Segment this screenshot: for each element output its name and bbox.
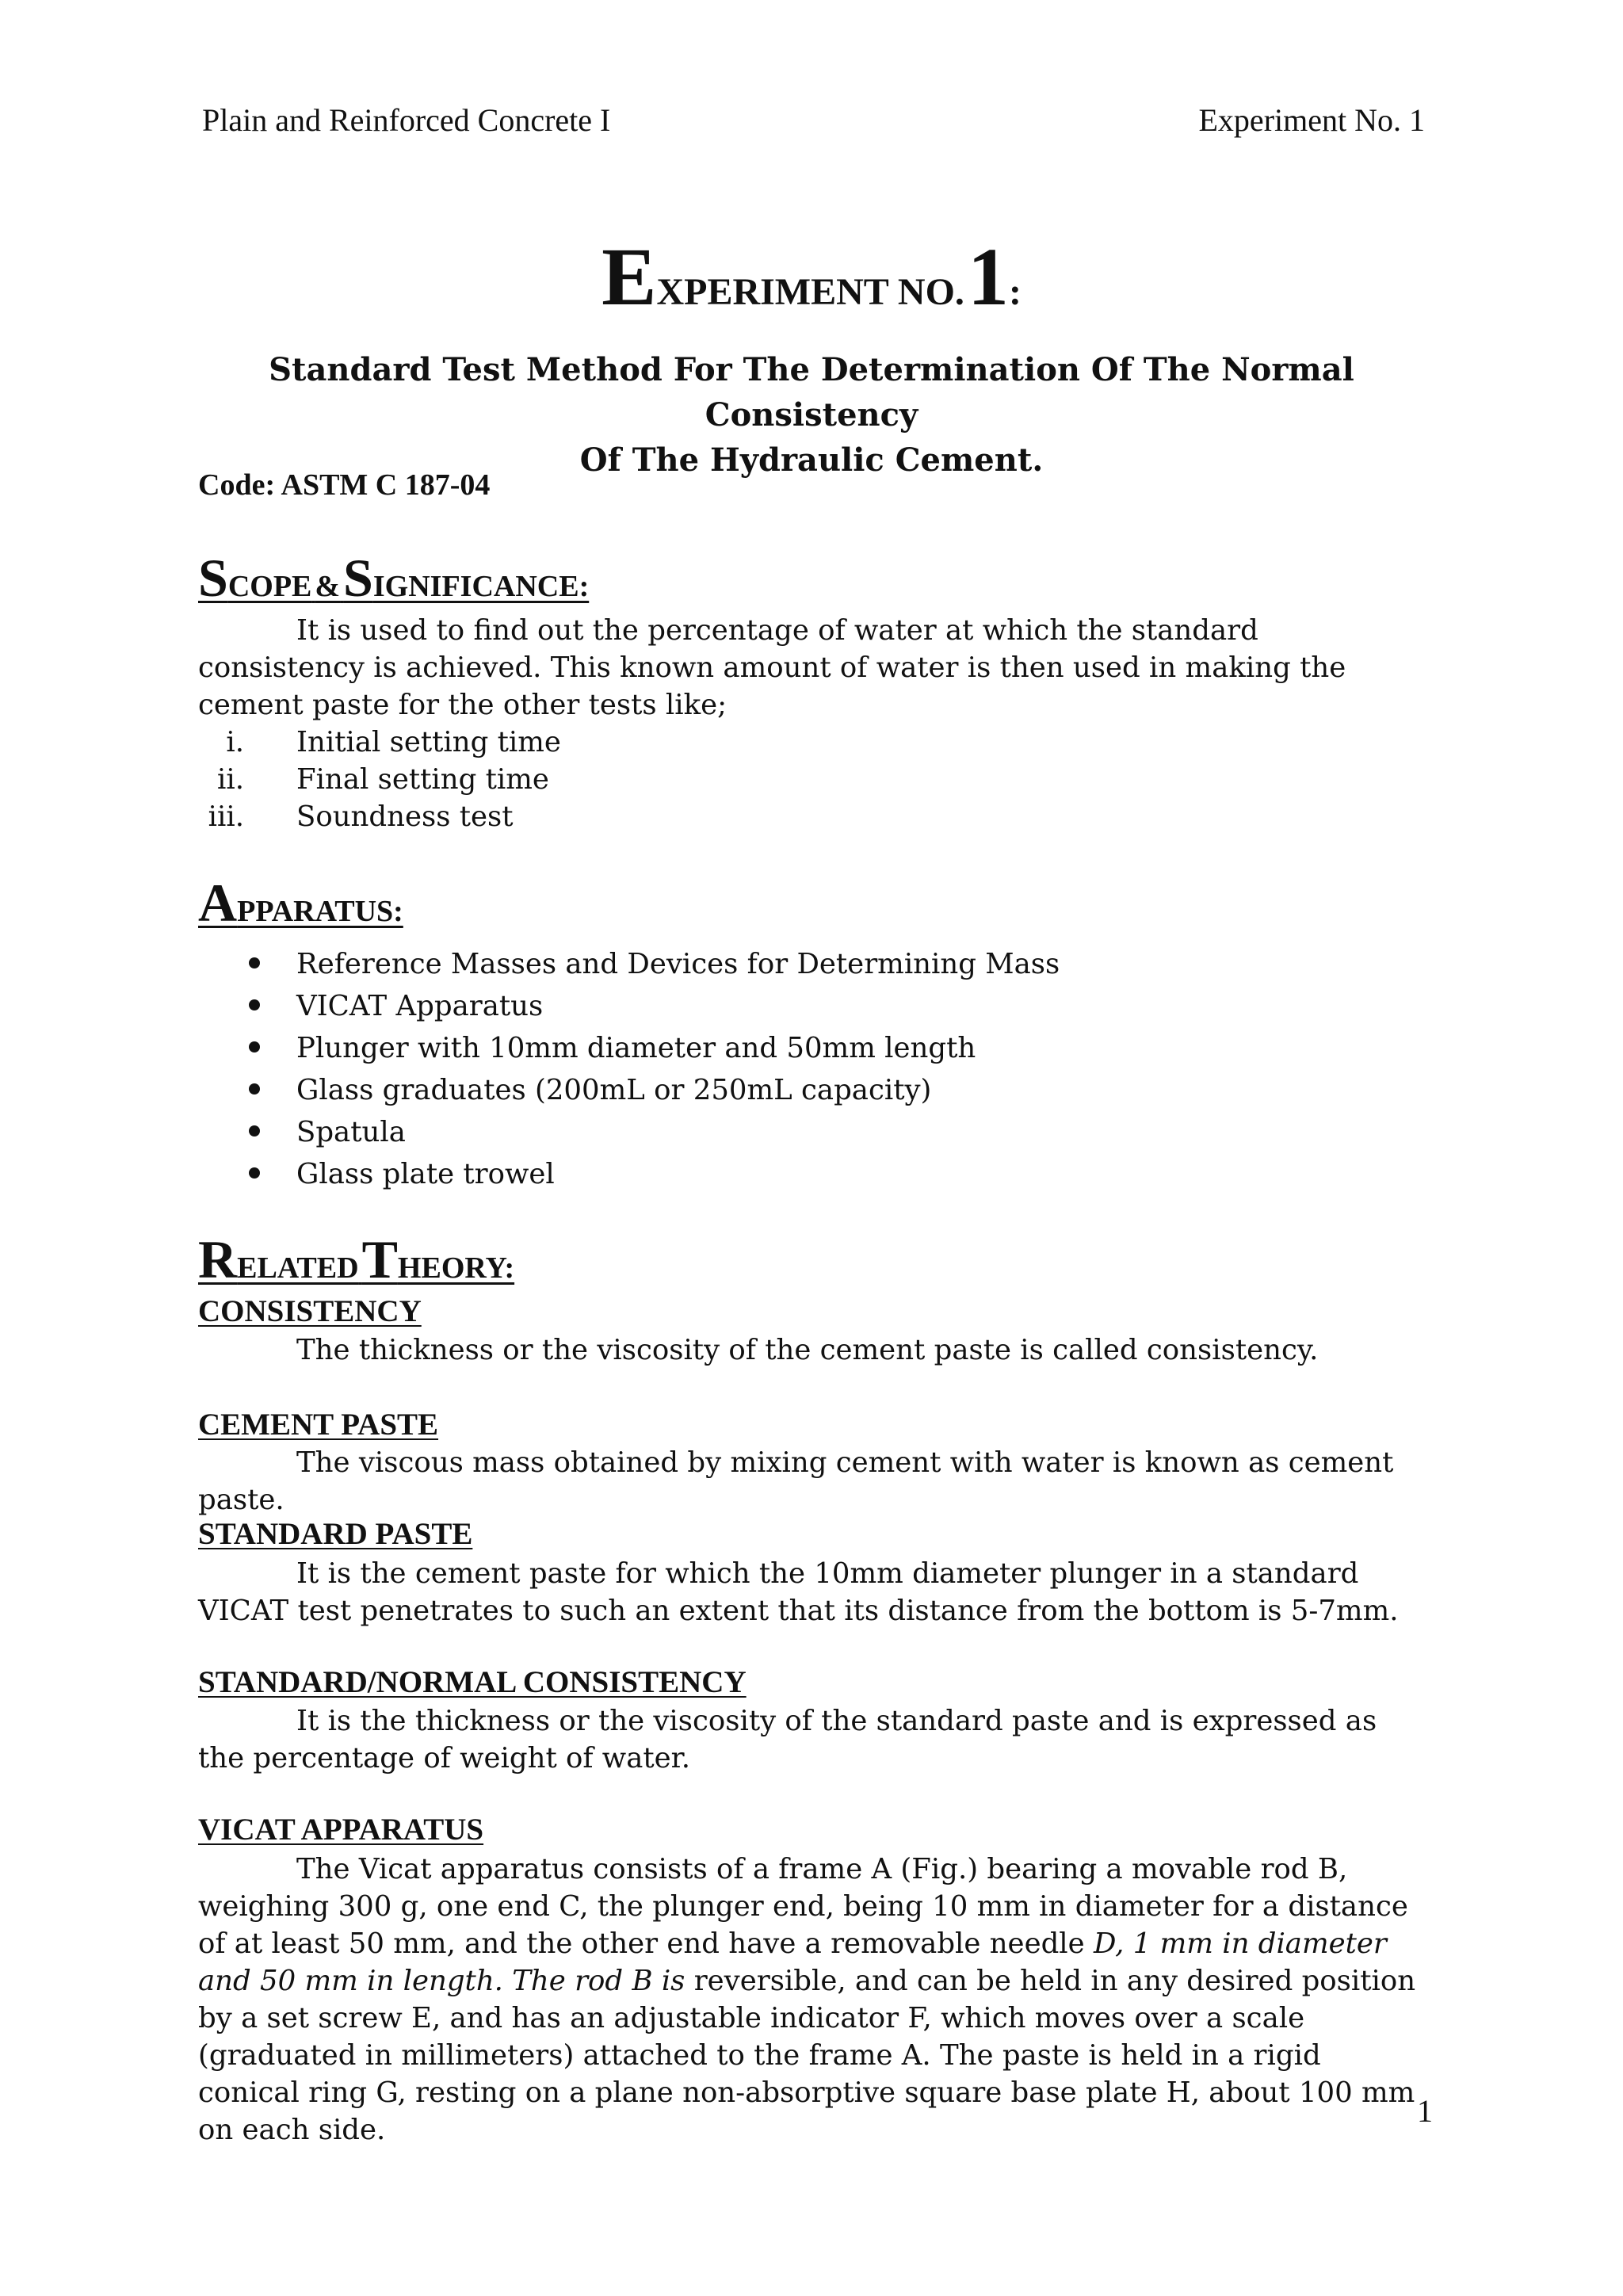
list-text: Plunger with 10mm diameter and 50mm length	[296, 1032, 976, 1064]
vicat-text-1: The Vicat apparatus consists of a frame A (Fig.) bearing a movable rod B, weighing 300 g, one end C, the plunger end, being 10 mm in diameter for a distance of at least 50 mm, and the other end have a removable needle	[198, 1853, 1408, 1960]
standard-paste-text: It is the cement paste for which the 10mm diameter plunger in a standard VICAT test penetrates to such an extent that its distance from the bottom is 5-7mm.	[198, 1557, 1399, 1627]
title-text: XPERIMENT NO.	[656, 271, 964, 313]
list-number: ii.	[217, 763, 244, 796]
apparatus-heading-cap: A	[198, 873, 238, 933]
list-text: Glass graduates (200mL or 250mL capacity)	[296, 1074, 932, 1106]
list-text: Spatula	[296, 1116, 406, 1148]
bullet-icon	[249, 1083, 260, 1095]
consistency-text: The thickness or the viscosity of the cement paste is called consistency.	[296, 1334, 1319, 1366]
normal-consistency-text: It is the thickness or the viscosity of the standard paste and is expressed as the percentage of weight of water.	[198, 1705, 1377, 1775]
vicat-heading: VICAT APPARATUS	[198, 1813, 484, 1847]
scope-heading-word-1: COPE	[227, 570, 312, 603]
bullet-icon	[249, 999, 260, 1010]
experiment-subtitle	[190, 347, 1433, 483]
scope-paragraph: It is used to find out the percentage of water at which the standard consistency is achieved. This known amount of water is then used in making the cement paste for the other tests like;	[198, 614, 1346, 721]
title-number: 1	[967, 231, 1009, 323]
scope-heading-cap-1: S	[198, 548, 228, 608]
list-number: i.	[226, 726, 244, 758]
cement-paste-heading: CEMENT PASTE	[198, 1408, 439, 1442]
theory-heading-word-2: HEORY:	[397, 1251, 515, 1285]
consistency-heading: CONSISTENCY	[198, 1294, 422, 1328]
theory-heading	[198, 1228, 514, 1291]
apparatus-heading	[198, 872, 403, 934]
astm-code: Code: ASTM C 187-04	[198, 468, 491, 502]
theory-heading-word-1: ELATED	[237, 1251, 359, 1285]
bullet-icon	[249, 957, 260, 968]
header-experiment-number: Experiment No. 1	[1198, 102, 1425, 138]
list-text: Soundness test	[296, 800, 514, 833]
cement-paste-text: The viscous mass obtained by mixing cement with water is known as cement paste.	[198, 1446, 1394, 1516]
apparatus-heading-rest: PPARATUS:	[237, 895, 403, 928]
title-colon: :	[1008, 271, 1022, 313]
scope-heading	[198, 547, 589, 609]
page-number: 1	[1417, 2093, 1433, 2129]
experiment-title	[0, 230, 1623, 324]
list-text: Initial setting time	[296, 726, 561, 758]
bullet-icon	[249, 1041, 260, 1052]
theory-heading-cap-2: T	[361, 1229, 398, 1289]
list-text: VICAT Apparatus	[296, 990, 544, 1022]
header-course-title: Plain and Reinforced Concrete I	[202, 102, 611, 138]
standard-paste-heading: STANDARD PASTE	[198, 1517, 473, 1551]
scope-heading-word-2: IGNIFICANCE:	[372, 570, 590, 603]
list-text: Glass plate trowel	[296, 1158, 555, 1190]
list-text: Reference Masses and Devices for Determining Mass	[296, 948, 1060, 980]
title-first-letter: E	[601, 231, 657, 323]
scope-heading-amp: &	[315, 570, 341, 603]
subtitle-line-2: Of The Hydraulic Cement.	[579, 441, 1044, 479]
vicat-text-2: reversible, and can be held in any desired position by a set screw E, and has an adjustable indicator F, which moves over a scale (graduated in millimeters) attached to the frame A. The paste is held in a rigid conical ring G, resting on a plane non-absorptive square base plate H, about 100 mm on each side.	[198, 1965, 1416, 2146]
bullet-icon	[249, 1125, 260, 1137]
bullet-icon	[249, 1167, 260, 1179]
scope-heading-cap-2: S	[343, 548, 373, 608]
vicat-text-italic: D, 1 mm in diameter and 50 mm in length. The rod B is	[198, 1927, 1387, 1997]
normal-consistency-heading: STANDARD/NORMAL CONSISTENCY	[198, 1665, 747, 1699]
theory-heading-cap-1: R	[198, 1229, 238, 1289]
subtitle-line-1: Standard Test Method For The Determination Of The Normal Consistency	[269, 351, 1354, 434]
list-number: iii.	[208, 800, 244, 833]
list-text: Final setting time	[296, 763, 549, 796]
running-header	[202, 101, 1425, 149]
vicat-paragraph	[198, 1851, 1426, 2149]
